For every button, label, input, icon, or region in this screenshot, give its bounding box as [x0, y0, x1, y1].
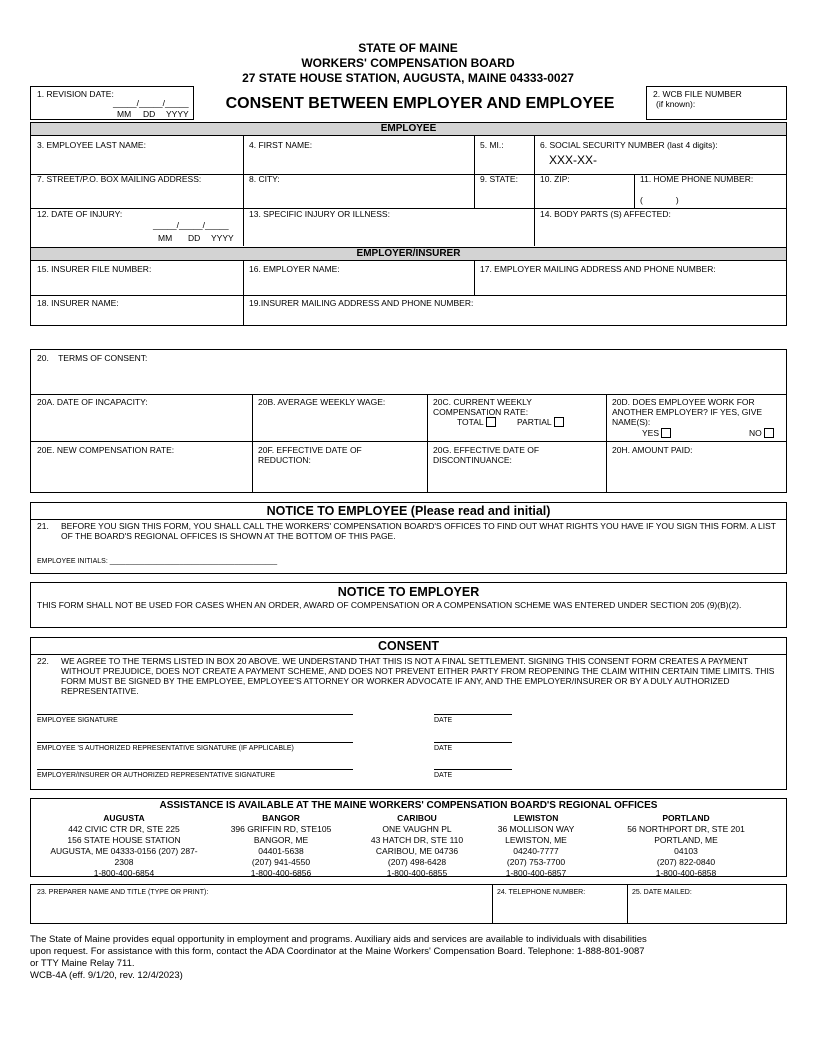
date-of-injury-label: 12. DATE OF INJURY: [37, 209, 123, 219]
wcb-file-box[interactable] [646, 86, 787, 120]
employee-last-name-label: 3. EMPLOYEE LAST NAME: [37, 140, 146, 150]
insurer-name-label: 18. INSURER NAME: [37, 298, 119, 308]
partial-option[interactable] [517, 417, 564, 427]
office-line: 43 HATCH DR, STE 110 [370, 835, 464, 845]
mi-label: 5. MI.: [480, 140, 504, 150]
home-phone-label: 11. HOME PHONE NUMBER: [640, 174, 754, 184]
office-line: PORTLAND, ME [654, 835, 718, 845]
footer-line3: or TTY Maine Relay 711. [30, 958, 135, 969]
office-name: PORTLAND [662, 813, 710, 823]
yes-label: YES [642, 428, 660, 438]
employee-signature-label: EMPLOYEE SIGNATURE [37, 717, 118, 724]
notice-employee-box [30, 502, 787, 574]
revision-yyyy: YYYY [166, 109, 189, 119]
office-line: 1-800-400-6856 [250, 868, 312, 878]
revision-date-box[interactable] [30, 86, 194, 120]
office-bangor [206, 813, 356, 879]
notice-employee-title: NOTICE TO EMPLOYEE (Please read and initial) [266, 504, 551, 518]
preparer-phone-label[interactable]: 24. TELEPHONE NUMBER: [497, 889, 586, 896]
employer-band: EMPLOYER/INSURER [31, 247, 786, 261]
ssn-label: 6. SOCIAL SECURITY NUMBER (last 4 digits): [540, 140, 718, 150]
office-line: 1-800-400-6858 [655, 868, 717, 878]
no-checkbox[interactable] [764, 428, 774, 438]
office-line: 04103 [674, 846, 698, 856]
notice-employer-text: THIS FORM SHALL NOT BE USED FOR CASES WHEN AN ORDER, AWARD OF COMPENSATION OR A COMPENSATION SCHEME WAS ENTERED UNDER SECTION 205 (9)(B)(2). [37, 600, 742, 610]
employer-name-label: 16. EMPLOYER NAME: [249, 264, 340, 274]
representative-date-label: DATE [434, 745, 453, 752]
employee-signature-line[interactable] [37, 714, 353, 715]
employee-employer-box [30, 122, 787, 326]
doi-yyyy: YYYY [211, 233, 234, 243]
consent-title: CONSENT [377, 639, 440, 653]
office-line: 36 MOLLISON WAY [497, 824, 575, 834]
state-label: 9. STATE: [480, 174, 518, 184]
body-parts-label: 14. BODY PARTS (S) AFFECTED: [540, 209, 671, 219]
zip-label: 10. ZIP: [540, 174, 570, 184]
no-label: NO [749, 428, 762, 438]
notice-employer-box [30, 582, 787, 628]
terms-label: 20. TERMS OF CONSENT: [37, 353, 148, 363]
wcb-file-label: 2. WCB FILE NUMBER [653, 89, 742, 99]
doi-dd: DD [188, 233, 201, 243]
office-name: CARIBOU [397, 813, 437, 823]
header-line2: WORKERS' COMPENSATION BOARD [301, 56, 515, 70]
doi-mm: MM [158, 233, 173, 243]
employer-signature-line[interactable] [37, 769, 353, 770]
partial-checkbox[interactable] [554, 417, 564, 427]
notice-employee-text: BEFORE YOU SIGN THIS FORM, YOU SHALL CALL THE WORKERS' COMPENSATION BOARD'S OFFICES TO FIND OUT WHAT RIGHTS YOU HAVE IF YOU SIGN THIS FORM. A LIST OF THE BOARD'S REGIONAL OFFICES IS SHOWN AT THE BOTTOM OF THIS PAGE. [61, 521, 776, 541]
yes-checkbox[interactable] [661, 428, 671, 438]
form-number: WCB-4A (eff. 9/1/20, rev. 12/4/2023) [30, 970, 183, 981]
header-line1: STATE OF MAINE [358, 41, 458, 55]
revision-date-slashes: _____/_____/_____ [113, 98, 189, 108]
assistance-box [30, 798, 787, 877]
office-line: 396 GRIFFIN RD, STE105 [230, 824, 332, 834]
representative-signature-line[interactable] [37, 742, 353, 743]
street-label: 7. STREET/P.O. BOX MAILING ADDRESS: [37, 174, 202, 184]
new-rate-label: 20E. NEW COMPENSATION RATE: [37, 445, 175, 455]
incapacity-date-label: 20A. DATE OF INCAPACITY: [37, 397, 148, 407]
representative-date-line[interactable] [434, 742, 512, 743]
preparer-name-label[interactable]: 23. PREPARER NAME AND TITLE (TYPE OR PRINT): [37, 889, 209, 896]
employer-signature-label: EMPLOYER/INSURER OR AUTHORIZED REPRESENTATIVE SIGNATURE [37, 772, 276, 779]
current-rate-label: 20C. CURRENT WEEKLY COMPENSATION RATE: [433, 397, 532, 417]
employer-date-line[interactable] [434, 769, 512, 770]
employee-band: EMPLOYEE [31, 123, 786, 136]
revision-mm: MM [117, 109, 132, 119]
office-line: 2308 [114, 857, 134, 867]
insurer-file-label: 15. INSURER FILE NUMBER: [37, 264, 152, 274]
office-line: 156 STATE HOUSE STATION [67, 835, 181, 845]
office-line: 1-800-400-6857 [505, 868, 567, 878]
footer [30, 934, 647, 982]
specific-injury-label: 13. SPECIFIC INJURY OR ILLNESS: [249, 209, 390, 219]
office-line: ONE VAUGHN PL [382, 824, 452, 834]
revision-dd: DD [143, 109, 156, 119]
office-line: (207) 941-4550 [251, 857, 311, 867]
office-line: 1-800-400-6855 [386, 868, 448, 878]
employee-date-line[interactable] [434, 714, 512, 715]
total-checkbox[interactable] [486, 417, 496, 427]
notice-employer-title: NOTICE TO EMPLOYER [337, 585, 480, 599]
terms-of-consent-box [30, 349, 787, 493]
office-line: CARIBOU, ME 04736 [375, 846, 459, 856]
city-label: 8. CITY: [249, 174, 280, 184]
office-line: 442 CIVIC CTR DR, STE 225 [68, 824, 180, 834]
doi-slashes: _____/_____/_____ [153, 220, 229, 230]
office-line: 04401-5638 [258, 846, 304, 856]
discontinuance-date-label: 20G. EFFECTIVE DATE OF DISCONTINUANCE: [433, 445, 540, 465]
home-phone-paren: ( ) [640, 195, 679, 205]
office-augusta [49, 813, 199, 879]
first-name-label: 4. FIRST NAME: [249, 140, 313, 150]
total-label: TOTAL [457, 417, 484, 427]
office-line: (207) 498-6428 [387, 857, 447, 867]
employee-date-label: DATE [434, 717, 453, 724]
reduction-date-label: 20F. EFFECTIVE DATE OF REDUCTION: [258, 445, 362, 465]
office-line: (207) 822-0840 [656, 857, 716, 867]
footer-line1: The State of Maine provides equal opportunity in employment and programs. Auxiliary aids and services are available to individuals with disabilities [30, 934, 647, 945]
date-mailed-label[interactable]: 25. DATE MAILED: [632, 889, 692, 896]
office-line: 04240-7777 [513, 846, 559, 856]
representative-signature-label: EMPLOYEE 'S AUTHORIZED REPRESENTATIVE SIGNATURE (IF APPLICABLE) [37, 745, 294, 752]
avg-weekly-wage-label: 20B. AVERAGE WEEKLY WAGE: [258, 397, 386, 407]
wcb-file-sub: (if known): [656, 99, 696, 109]
office-line: 56 NORTHPORT DR, STE 201 [627, 824, 745, 834]
office-line: LEWISTON, ME [505, 835, 567, 845]
header-line3: 27 STATE HOUSE STATION, AUGUSTA, MAINE 04333-0027 [242, 71, 574, 85]
other-employer-label: 20D. DOES EMPLOYEE WORK FOR ANOTHER EMPLOYER? IF YES, GIVE NAME(S): [612, 397, 763, 427]
partial-label: PARTIAL [517, 417, 552, 427]
consent-text: WE AGREE TO THE TERMS LISTED IN BOX 20 ABOVE. WE UNDERSTAND THAT THIS IS NOT A FINAL SETTLEMENT. SIGNING THIS CONSENT FORM CREATES A PAYMENT WITHOUT PREJUDICE, DOES NOT CREATE A PAYMENT SCHEME, AND DOES NOT PREVENT EITHER PARTY FROM REOPENING THE CLAIM WITHIN CERTAIN TIME LIMITS. THIS FORM MUST BE SIGNED BY THE EMPLOYEE, EMPLOYEE'S ATTORNEY OR WORKER ADVOCATE IF ANY, AND THE EMPLOYER/INSURER OR BY A DULY AUTHORIZED REPRESENTATIVE. [61, 656, 775, 696]
no-option[interactable] [749, 428, 774, 438]
footer-line2: upon request. For assistance with this form, contact the ADA Coordinator at the Maine Workers' Compensation Board. Telephone: 1-888-801-9087 [30, 946, 645, 957]
office-line: (207) 753-7700 [506, 857, 566, 867]
insurer-address-label: 19.INSURER MAILING ADDRESS AND PHONE NUMBER: [249, 298, 474, 308]
notice-employee-num: 21. [37, 521, 49, 531]
consent-box [30, 637, 787, 790]
office-portland [611, 813, 761, 879]
assistance-title: ASSISTANCE IS AVAILABLE AT THE MAINE WORKERS' COMPENSATION BOARD'S REGIONAL OFFICES [159, 800, 658, 811]
yes-option[interactable] [642, 428, 671, 438]
office-name: BANGOR [262, 813, 300, 823]
revision-date-label: 1. REVISION DATE: [37, 89, 114, 99]
employer-address-label: 17. EMPLOYER MAILING ADDRESS AND PHONE NUMBER: [480, 264, 716, 274]
employer-date-label: DATE [434, 772, 453, 779]
form-title: CONSENT BETWEEN EMPLOYER AND EMPLOYEE [225, 95, 615, 112]
office-name: AUGUSTA [103, 813, 145, 823]
employee-initials[interactable]: EMPLOYEE INITIALS: ___________________________________________ [37, 558, 278, 565]
office-line: BANGOR, ME [253, 835, 309, 845]
office-name: LEWISTON [513, 813, 559, 823]
ssn-value: XXX-XX- [549, 153, 598, 167]
office-lewiston [461, 813, 611, 879]
total-option[interactable] [457, 417, 496, 427]
consent-num: 22. [37, 656, 49, 666]
office-line: AUGUSTA, ME 04333-0156 (207) 287- [50, 846, 198, 856]
preparer-box [30, 884, 787, 924]
amount-paid-label: 20H. AMOUNT PAID: [612, 445, 693, 455]
office-line: 1-800-400-6854 [93, 868, 155, 878]
